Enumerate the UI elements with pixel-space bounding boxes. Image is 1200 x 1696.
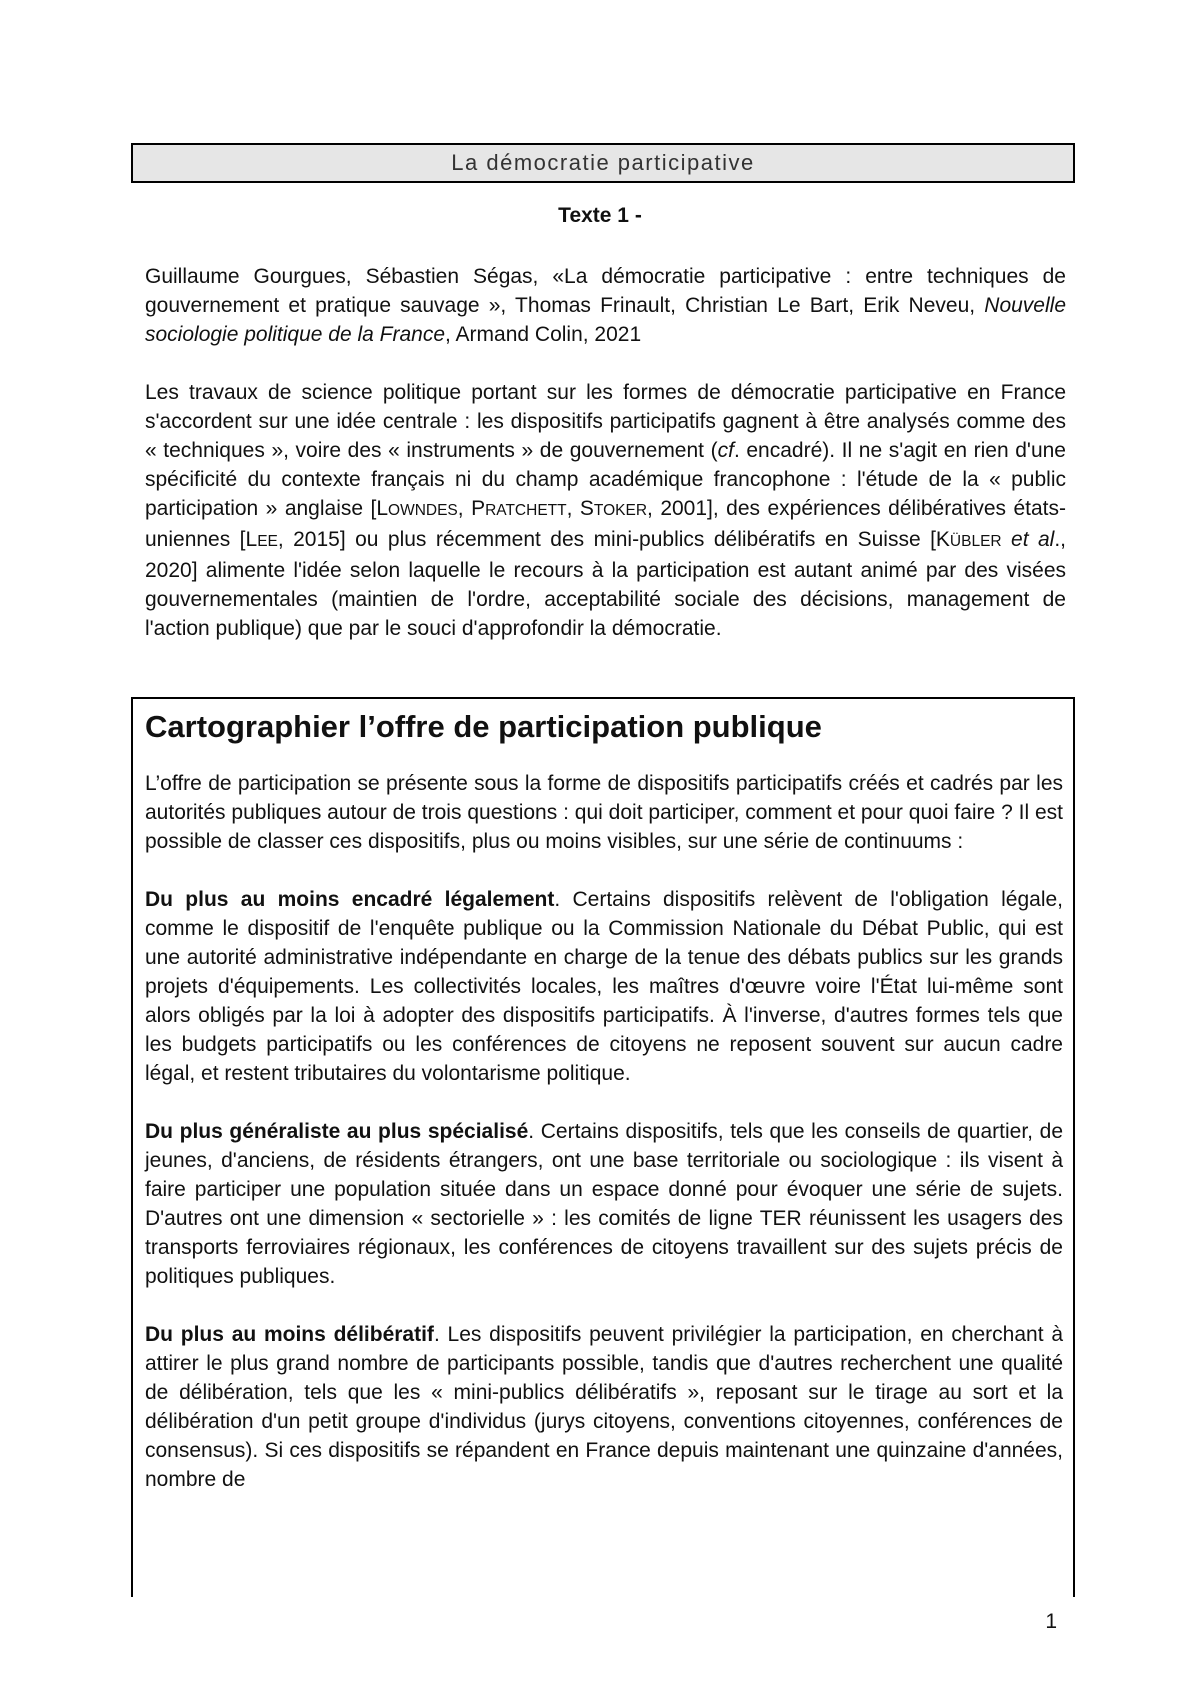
author-rest: TOKER <box>593 502 648 519</box>
section-text: . Les dispositifs peuvent privilégier la participation, en cherchant à attirer le plus grand nombre de participants possible, tandis que d'autres recherchent une qualité de délibération, tels que les « mini-publics délibératifs », reposant sur le tirage au sort et la délibération d'un petit groupe d'individus (jurys citoyens, conventions citoyennes, conférences de consensus). Si ces dispositifs se répandent en France depuis maintenant une quinzaine d'années, nombre de <box>145 1323 1063 1491</box>
citation-author-lowndes <box>376 497 457 520</box>
citation-publisher: , Armand Colin, 2021 <box>445 323 642 346</box>
citation-author-stoker <box>580 497 647 520</box>
section-heading: Du plus au moins encadré légalement <box>145 888 555 911</box>
encadre-section-specialise <box>145 1117 1063 1291</box>
intro-text: , 2001], des expériences délibératives états-uniennes [ <box>145 497 1067 551</box>
encadre-body <box>145 769 1063 1523</box>
page-number: 1 <box>1045 1610 1057 1633</box>
author-rest: EE <box>257 533 278 550</box>
citation-author-lee <box>246 528 278 551</box>
intro-text: . encadré). Il ne s'agit en rien d'une spécificité du contexte français ni du champ académique francophone : l'étude de la « public participation » anglaise [ <box>145 439 1066 520</box>
section-header-title: La démocratie participative <box>451 150 755 175</box>
section-text: . Certains dispositifs relèvent de l'obligation légale, comme le dispositif de l'enquête publique ou la Commission Nationale du Débat Public, qui est une autorité administrative indépendante en charge de la tenue des débats publics sur les grands projets d'équipements. Les collectivités locales, les maîtres d'œuvre voire l'État lui-même sont alors obligés par la loi à adopter des dispositifs participatifs. À l'inverse, d'autres formes tels que les budgets participatifs ou les conférences de citoyens ne reposent souvent sur aucun cadre légal, et restent tributaires du volontarisme politique. <box>145 888 1063 1085</box>
intro-paragraph <box>145 378 1066 643</box>
encadre-intro: L’offre de participation se présente sous la forme de dispositifs participatifs créés et cadrés par les autorités publiques autour de trois questions : qui doit participer, comment et pour quoi faire ? Il est possible de classer ces dispositifs, plus ou moins visibles, sur une série de continuums : <box>145 772 1063 853</box>
section-heading: Du plus généraliste au plus spécialisé <box>145 1120 529 1143</box>
citation <box>145 262 1066 349</box>
author-rest: RATCHETT <box>485 502 567 519</box>
author-initial: L <box>376 497 389 520</box>
author-rest: ÜBLER <box>949 533 1002 550</box>
citation-author-pratchett <box>471 497 567 520</box>
author-initial: L <box>245 528 258 551</box>
intro-text: Les travaux de science politique portant sur les formes de démocratie participative en France s'accordent sur une idée centrale : les dispositifs participatifs gagnent à être analysés comme des « techniques », voire des « instruments » de gouvernement ( <box>145 381 1066 462</box>
author-rest: OWNDES <box>388 502 458 519</box>
citation-authors: Guillaume Gourgues, Sébastien Ségas, «La démocratie participative : entre techniques de gouvernement et pratique sauvage », Thomas Frinault, Christian Le Bart, Erik Neveu, <box>145 265 1066 317</box>
section-text: . Certains dispositifs, tels que les conseils de quartier, de jeunes, d'anciens, de résidents étrangers, ont une base territoriale ou sociologique : ils visent à faire participer une population située dans un espace donné pour évoquer une série de sujets. D'autres ont une dimension « sectorielle » : les comités de ligne TER réunissent les usagers des transports ferroviaires régionaux, les conférences de citoyens travaillent sur des sujets précis de politiques publiques. <box>145 1120 1063 1288</box>
citation-author-kubler <box>936 528 1002 551</box>
author-initial: K <box>935 528 950 551</box>
intro-text: , 2015] ou plus récemment des mini-publics délibératifs en Suisse [ <box>277 528 936 551</box>
et-al: et al <box>1001 528 1055 551</box>
separator: , <box>566 497 580 520</box>
encadre-box <box>131 697 1075 1597</box>
citation-book-title: Nouvelle sociologie politique de la France <box>145 294 1066 346</box>
separator: , <box>457 497 472 520</box>
author-initial: S <box>579 497 594 520</box>
section-heading: Du plus au moins délibératif <box>145 1323 434 1346</box>
intro-cf: cf <box>717 439 734 462</box>
texte-number: Texte 1 - <box>558 204 642 227</box>
encadre-section-legal <box>145 885 1063 1088</box>
encadre-section-deliberatif <box>145 1320 1063 1494</box>
encadre-title: Cartographier l’offre de participation publique <box>145 709 822 744</box>
section-header <box>131 143 1075 183</box>
author-initial: P <box>471 497 486 520</box>
intro-text: ., 2020] alimente l'idée selon laquelle le recours à la participation est autant animé par des visées gouvernementales (maintien de l'ordre, acceptabilité sociale des décisions, management de l'action publique) que par le souci d'approfondir la démocratie. <box>145 528 1066 640</box>
